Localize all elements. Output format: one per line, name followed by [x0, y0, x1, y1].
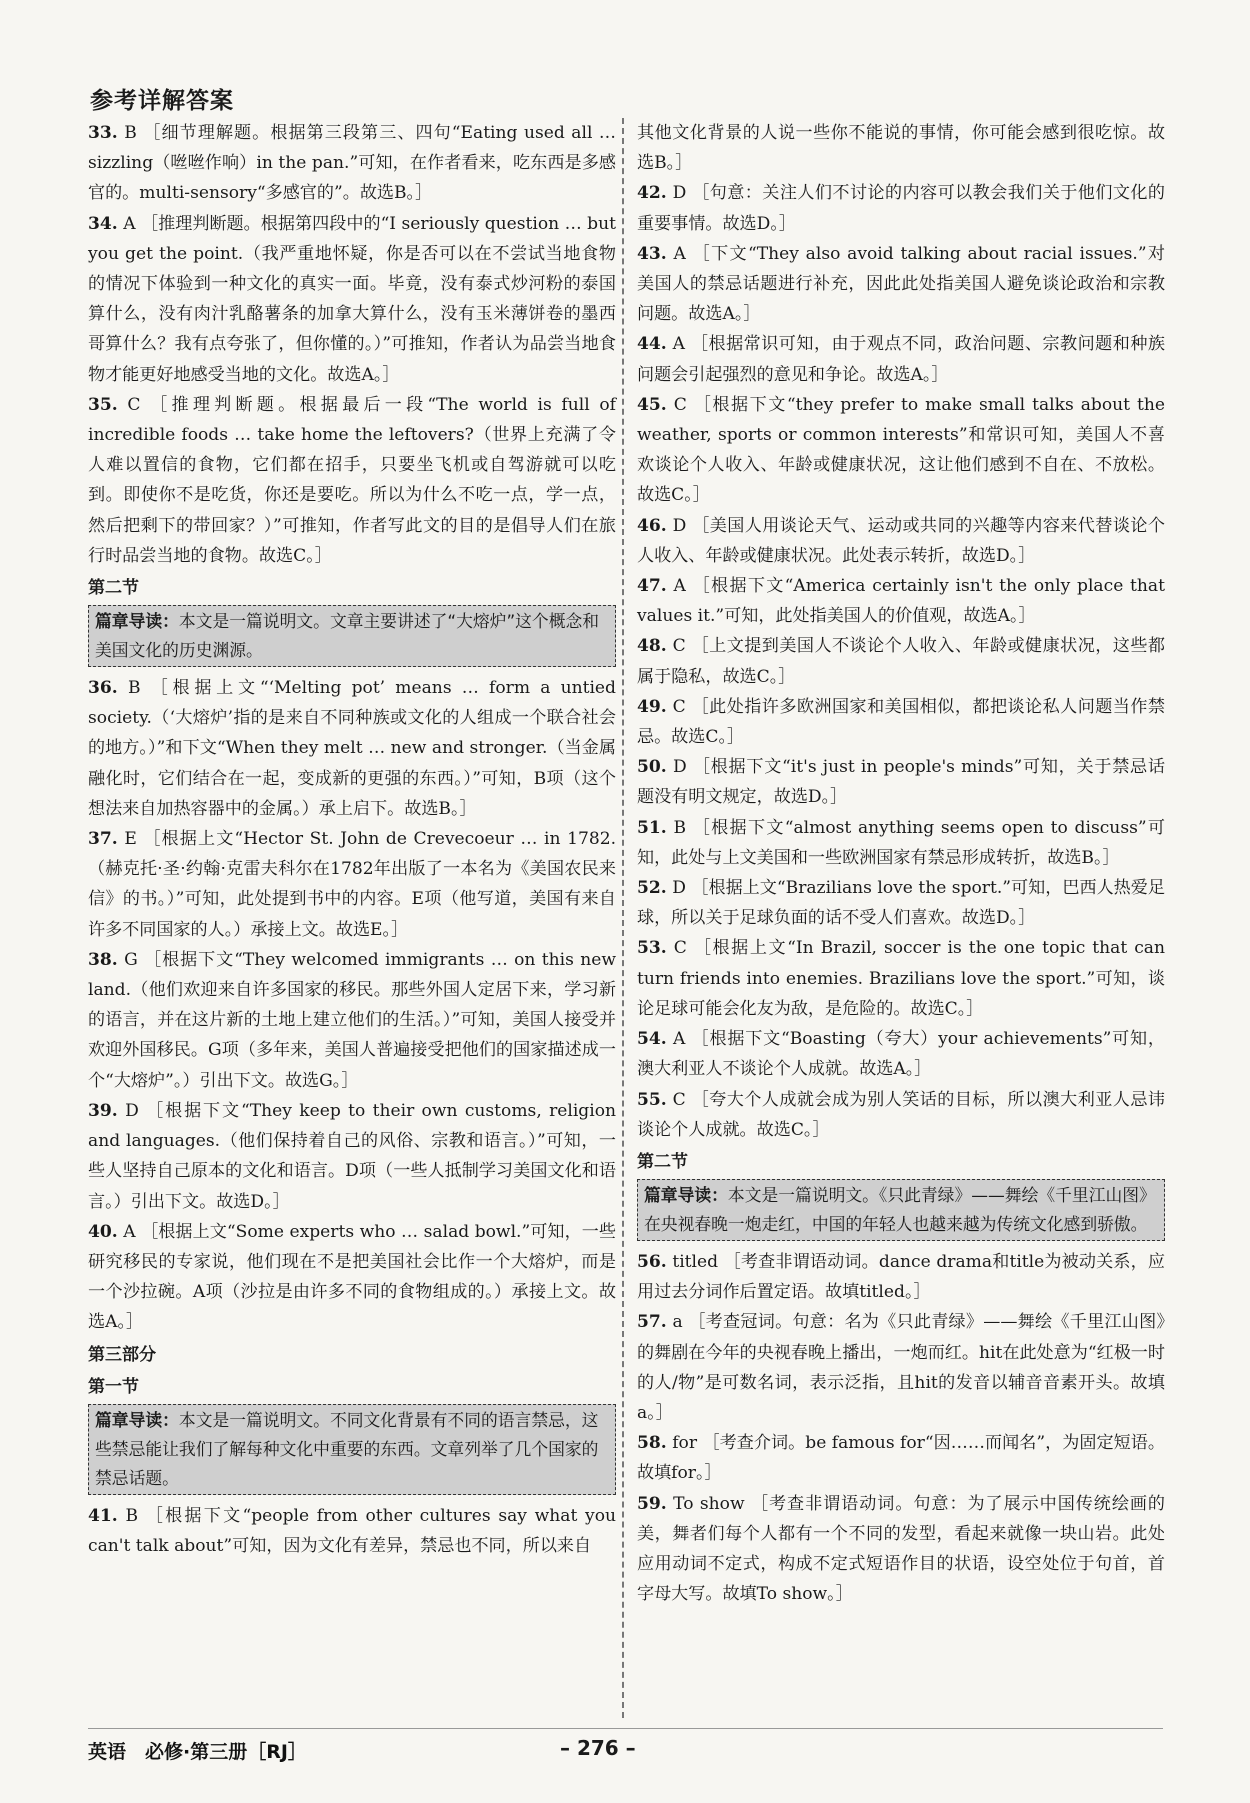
answer-text: D ［根据下文“it's just in people's minds”可知，关于禁忌话题没有明文规定，故选D。］: [637, 757, 1165, 808]
answer-number: 52.: [637, 878, 667, 899]
answer-item: [637, 571, 1165, 631]
answer-number: 45.: [637, 394, 667, 415]
answer-item: [637, 933, 1165, 1024]
guide-label: 篇章导读：: [95, 611, 179, 632]
right-column: [637, 118, 1165, 1609]
answer-text: C ［此处指许多欧洲国家和美国相似，都把谈论私人问题当作禁忌。故选C。］: [637, 696, 1165, 748]
answer-item: [88, 824, 616, 945]
answer-text: A ［根据下文“Boasting（夸大）your achievements”可知，澳大利亚人不谈论个人成就。故选A。］: [637, 1029, 1166, 1080]
answer-text: D ［美国人用谈论天气、运动或共同的兴趣等内容来代替谈论个人收入、年龄或健康状况。此处表示转折，故选D。］: [637, 515, 1165, 566]
answer-number: 51.: [637, 817, 667, 838]
answer-item: [88, 1096, 616, 1217]
answer-text: C ［根据上文“In Brazil, soccer is the one topic that can turn friends into enemies. Brazilians love the sport.”可知，谈论足球可能会化友为敌，是危险的。故选C。］: [637, 938, 1165, 1019]
answer-text: C ［推理判断题。根据最后一段“The world is full of incredible foods … take home the leftovers?（世界上充满了令人难以置信的食物，它们都在招手，只要坐飞机或自驾游就可以吃到。即使你不是吃货，你还是要吃。所以为什么不吃一点，学一点，然后把剩下的带回家？）”可推知，作者写此文的目的是倡导人们在旅行时品尝当地的食物。故选C。］: [88, 394, 616, 566]
answer-item: [88, 209, 616, 390]
answer-number: 47.: [637, 576, 667, 597]
guide-text: 本文是一篇说明文。不同文化背景有不同的语言禁忌，这些禁忌能让我们了解每种文化中重要的东西。文章列举了几个国家的禁忌话题。: [95, 1409, 599, 1488]
footer-rule: [88, 1728, 1163, 1729]
answer-text: B ［根据上文“‘Melting pot’ means … form a untied society.（‘大熔炉’指的是来自不同种族或文化的人组成一个联合社会的地方。）”和下文“When they melt … new and stronger.（当金属融化时，它们结合在一起，变成新的更强的东西。）”可知，B项（这个想法来自加热容器中的金属。）承上启下。故选B。］: [88, 678, 616, 819]
guide-label: 篇章导读：: [95, 1409, 179, 1430]
answer-number: 40.: [88, 1221, 118, 1242]
answer-number: 44.: [637, 334, 667, 355]
answer-item: [637, 813, 1165, 873]
part-heading: 第三部分: [88, 1344, 156, 1365]
answer-item: [637, 873, 1165, 933]
answer-number: 55.: [637, 1089, 667, 1110]
answer-item: [88, 118, 616, 209]
answer-number: 49.: [637, 696, 667, 717]
answer-item: [637, 1247, 1165, 1307]
answer-text: B ［细节理解题。根据第三段第三、四句“Eating used all … sizzling（咝咝作响）in the pan.”可知，在作者看来，吃东西是多感官的。multi-sensory“多感官的”。故选B。］: [88, 123, 616, 204]
answer-item: [637, 631, 1165, 691]
answer-item: [637, 390, 1165, 511]
answer-item: [637, 239, 1165, 330]
guide-text: 本文是一篇说明文。《只此青绿》——舞绘《千里江山图》在央视春晚一炮走红，中国的年轻人也越来越为传统文化感到骄傲。: [644, 1184, 1156, 1234]
passage-guide-box: [637, 1179, 1165, 1241]
answer-item: [637, 511, 1165, 571]
answer-text: for ［考查介词。be famous for“因……而闻名”，为固定短语。故填for。］: [637, 1433, 1166, 1484]
page-header-title: 参考详解答案: [90, 88, 234, 114]
passage-guide-box: [88, 605, 616, 667]
answer-text: D ［句意：关注人们不讨论的内容可以教会我们关于他们文化的重要事情。故选D。］: [637, 183, 1165, 234]
answer-item: [88, 1217, 616, 1338]
answer-item: [88, 1501, 616, 1561]
answer-number: 50.: [637, 757, 667, 778]
left-column: [88, 118, 616, 1561]
answer-number: 39.: [88, 1100, 118, 1121]
answer-number: 33.: [88, 123, 118, 143]
answer-number: 53.: [637, 938, 667, 959]
answer-number: 56.: [637, 1251, 667, 1272]
page-number: – 276 –: [560, 1736, 636, 1760]
answer-item: [637, 1024, 1165, 1084]
answer-item: [88, 390, 616, 571]
guide-text: 本文是一篇说明文。文章主要讲述了“大熔炉”这个概念和美国文化的历史渊源。: [95, 611, 600, 661]
footer-subject: 英语 必修·第三册［RJ］: [88, 1741, 307, 1763]
answer-text: G ［根据下文“They welcomed immigrants … on this new land.（他们欢迎来自许多国家的移民。那些外国人定居下来，学习新的语言，并在这片新的土地上建立他们的生活。）”可知，美国人接受并欢迎外国移民。G项（多年来，美国人普遍接受把他们的国家描述成一个“大熔炉”。）引出下文。故选G。］: [88, 949, 616, 1091]
answer-text: A ［根据上文“Some experts who … salad bowl.”可知，一些研究移民的专家说，他们现在不是把美国社会比作一个大熔炉，而是一个沙拉碗。A项（沙拉是由许多不同的食物组成的。）承接上文。故选A。］: [88, 1221, 617, 1333]
answer-number: 57.: [637, 1312, 667, 1333]
answer-number: 35.: [88, 394, 118, 415]
column-divider: [622, 118, 624, 1718]
answer-item: [637, 692, 1165, 752]
section-heading: 第二节: [637, 1151, 688, 1172]
answer-text: 其他文化背景的人说一些你不能说的事情，你可能会感到很吃惊。故选B。］: [637, 123, 1165, 174]
section-heading: 第一节: [88, 1376, 139, 1397]
answer-text: A ［推理判断题。根据第四段中的“I seriously question … but you get the point.（我严重地怀疑，你是否可以在不尝试当地食物的情况下体验到一种文化的真实一面。毕竟，没有泰式炒河粉的泰国算什么，没有肉汁乳酪薯条的加拿大算什么，没有玉米薄饼卷的墨西哥算什么？我有点夸张了，但你懂的。）”可推知，作者认为品尝当地食物才能更好地感受当地的文化。故选A。］: [88, 213, 616, 385]
answer-text: a ［考查冠词。句意：名为《只此青绿》——舞绘《千里江山图》的舞剧在今年的央视春晚上播出，一炮而红。hit在此处意为“红极一时的人/物”是可数名词，表示泛指，且hit的发音以辅音音素开头。故填a。］: [637, 1312, 1166, 1423]
answer-number: 38.: [88, 949, 118, 970]
answer-number: 46.: [637, 515, 667, 536]
answer-text: To show ［考查非谓语动词。句意：为了展示中国传统绘画的美，舞者们每个人都有一个不同的发型，看起来就像一块山岩。此处应用动词不定式，构成不定式短语作目的状语，设空处位于句首，首字母大写。故填To show。］: [637, 1493, 1166, 1605]
answer-text: C ［夸大个人成就会成为别人笑话的目标，所以澳大利亚人忌讳谈论个人成就。故选C。］: [637, 1089, 1165, 1140]
answer-item: [637, 752, 1165, 812]
answer-text: A ［下文“They also avoid talking about racial issues.”对美国人的禁忌话题进行补充，因此此处指美国人避免谈论政治和宗教问题。故选A。］: [637, 243, 1165, 325]
answer-item: [637, 1428, 1165, 1488]
answer-text: D ［根据下文“They keep to their own customs, religion and languages.（他们保持着自己的风俗、宗教和语言。）”可知，一些人坚持自己原本的文化和语言。D项（一些人抵制学习美国文化和语言。）引出下文。故选D。］: [88, 1100, 617, 1212]
answer-text: A ［根据常识可知，由于观点不同，政治问题、宗教问题和种族问题会引起强烈的意见和争论。故选A。］: [637, 334, 1165, 385]
answer-number: 54.: [637, 1029, 667, 1050]
answer-text: titled ［考查非谓语动词。dance drama和title为被动关系，应用过去分词作后置定语。故填titled。］: [637, 1251, 1165, 1303]
answer-text: D ［根据上文“Brazilians love the sport.”可知，巴西人热爱足球，所以关于足球负面的话不受人们喜欢。故选D。］: [637, 878, 1165, 929]
answer-item: [637, 1489, 1165, 1610]
answer-number: 34.: [88, 213, 118, 234]
answer-item: [637, 178, 1165, 238]
answer-text: A ［根据下文“America certainly isn't the only place that values it.”可知，此处指美国人的价值观，故选A。］: [637, 576, 1165, 627]
answer-number: 48.: [637, 636, 667, 657]
section-heading: 第二节: [88, 578, 139, 599]
answer-number: 37.: [88, 829, 118, 850]
answer-number: 59.: [637, 1493, 667, 1514]
answer-text: C ［上文提到美国人不谈论个人收入、年龄或健康状况，这些都属于隐私，故选C。］: [637, 636, 1165, 687]
answer-number: 58.: [637, 1433, 667, 1454]
answer-number: 43.: [637, 243, 667, 264]
answer-item: [637, 1307, 1165, 1428]
answer-text: C ［根据下文“they prefer to make small talks about the weather, sports or common interests”和常识可知，美国人不喜欢谈论个人收入、年龄或健康状况，这让他们感到不自在、不放松。故选C。］: [637, 394, 1165, 506]
answer-item: [637, 1085, 1165, 1145]
answer-item: [637, 329, 1165, 389]
passage-guide-box: [88, 1404, 616, 1495]
answer-number: 41.: [88, 1505, 118, 1526]
answer-number: 36.: [88, 678, 118, 699]
answer-text: E ［根据上文“Hector St. John de Crevecoeur … in 1782.（赫克托·圣·约翰·克雷夫科尔在1782年出版了一本名为《美国农民来信》的书。）”可知，此处提到书中的内容。E项（他写道，美国有来自许多不同国家的人。）承接上文。故选E。］: [88, 829, 617, 940]
answer-item: [637, 118, 1165, 178]
answer-text: B ［根据下文“people from other cultures say what you can't talk about”可知，因为文化有差异，禁忌也不同，所以来自: [88, 1505, 616, 1556]
answer-item: [88, 945, 616, 1096]
guide-label: 篇章导读：: [644, 1184, 728, 1205]
answer-number: 42.: [637, 183, 667, 204]
answer-item: [88, 673, 616, 824]
answer-text: B ［根据下文“almost anything seems open to discuss”可知，此处与上文美国和一些欧洲国家有禁忌形成转折，故选B。］: [637, 817, 1165, 868]
